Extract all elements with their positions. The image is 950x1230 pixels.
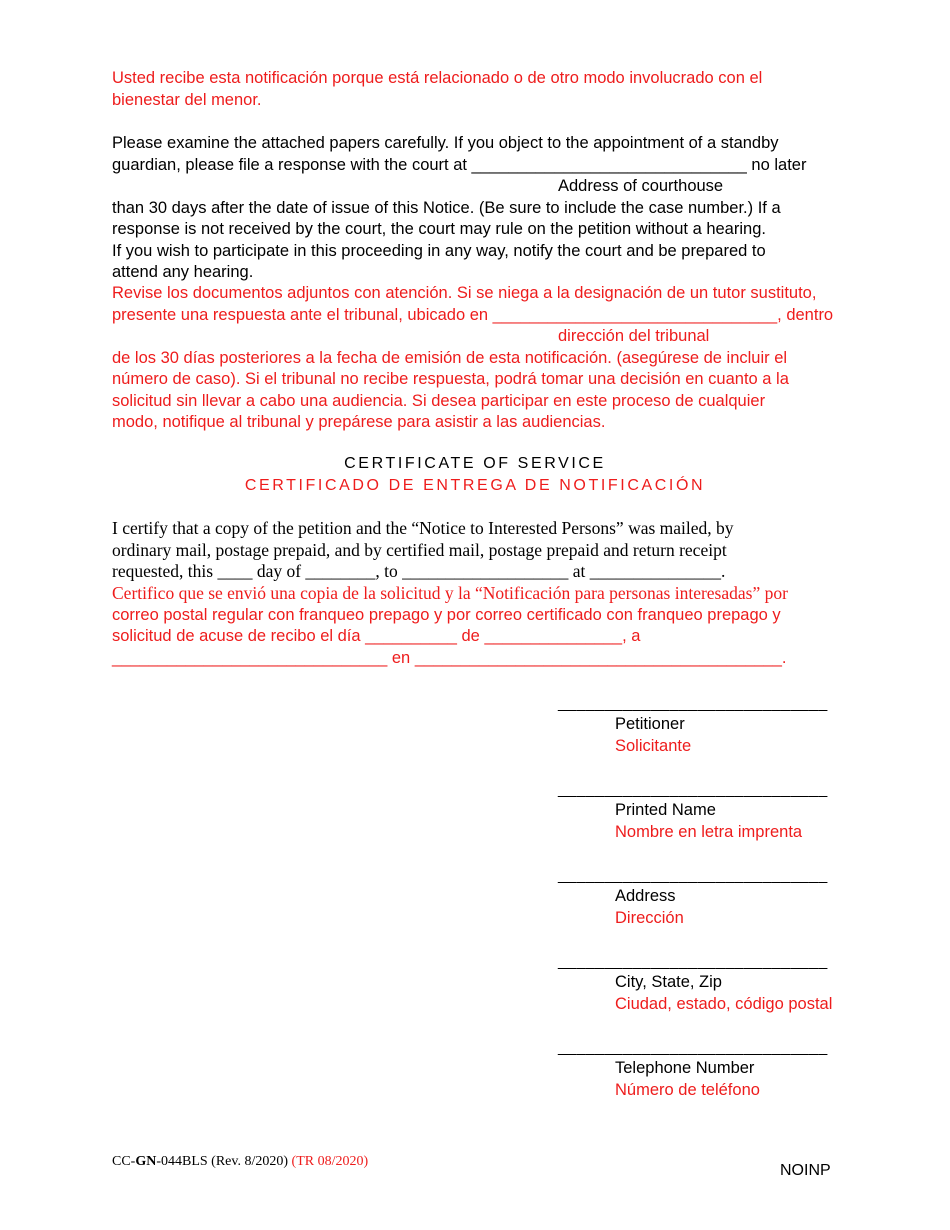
certificate-title-spanish: CERTIFICADO DE ENTREGA DE NOTIFICACIÓN <box>244 477 706 494</box>
certificate-line: ordinary mail, postage prepaid, and by certified mail, postage prepaid and return receipt <box>112 539 727 560</box>
signature-block-address <box>558 866 848 929</box>
notice-line: Please examine the attached papers carefully. If you object to the appointment of a standby <box>112 134 779 152</box>
intro-spanish <box>112 68 852 111</box>
courthouse-address-label: Address of courthouse <box>558 177 724 195</box>
form-number-prefix: CC- <box>112 1154 136 1169</box>
signature-block-city-state-zip <box>558 952 848 1015</box>
signature-label: Printed Name <box>615 801 716 819</box>
notice-line: de los 30 días posteriores a la fecha de emisión de esta notificación. (asegúrese de incluir el <box>112 348 788 367</box>
certificate-line: correo postal regular con franqueo prepago y por correo certificado con franqueo prepago y <box>112 605 781 624</box>
notice-line: presente una respuesta ante el tribunal, ubicado en _______________________________, dentro <box>112 305 834 324</box>
notice-english <box>112 133 852 284</box>
signature-label: Address <box>615 887 676 905</box>
signature-line: _____________________________ <box>558 781 828 798</box>
notice-line: modo, notifique al tribunal y prepárese para asistir a las audiencias. <box>112 413 606 431</box>
notice-line: attend any hearing. <box>112 263 254 281</box>
certificate-line: requested, this ____ day of ________, to ___________________ at _______________. <box>112 561 726 581</box>
notice-line: solicitud sin llevar a cabo una audiencia. Si desea participar en este proceso de cualquier <box>112 391 766 410</box>
notice-line: than 30 days after the date of issue of this Notice. (Be sure to include the case number.) If a <box>112 198 781 217</box>
tribunal-address-label: dirección del tribunal <box>558 327 710 345</box>
certificate-body-english <box>112 518 852 583</box>
signature-label: City, State, Zip <box>615 973 722 991</box>
intro-line: Usted recibe esta notificación porque está relacionado o de otro modo involucrado con el <box>112 69 763 87</box>
certificate-line: ______________________________ en ________________________________________. <box>112 648 787 667</box>
notice-line: If you wish to participate in this proceeding in any way, notify the court and be prepared to <box>112 241 766 260</box>
signature-line: _____________________________ <box>558 867 828 884</box>
notice-line: Revise los documentos adjuntos con atención. Si se niega a la designación de un tutor sustituto, <box>112 284 817 302</box>
notice-line: response is not received by the court, the court may rule on the petition without a hearing. <box>112 220 766 238</box>
signature-label-spanish: Nombre en letra imprenta <box>615 822 803 841</box>
signature-block-printed-name <box>558 780 848 843</box>
certificate-line: I certify that a copy of the petition and the “Notice to Interested Persons” was mailed, by <box>112 518 734 538</box>
notice-line: número de caso). Si el tribunal no recibe respuesta, podrá tomar una decisión en cuanto a la <box>112 370 789 388</box>
translation-revision: (TR 08/2020) <box>291 1154 369 1169</box>
signature-line: _____________________________ <box>558 695 828 712</box>
signature-label: Telephone Number <box>615 1059 755 1077</box>
signature-line: _____________________________ <box>558 953 828 970</box>
notice-line: guardian, please file a response with the court at ______________________________ no later <box>112 155 807 174</box>
form-number-code: -044BLS (Rev. 8/2020) <box>156 1154 289 1169</box>
signature-line: _____________________________ <box>558 1039 828 1056</box>
form-number-bold: GN <box>135 1154 157 1169</box>
certificate-line: solicitud de acuse de recibo el día __________ de _______________, a <box>112 627 641 645</box>
certificate-line: Certifico que se envió una copia de la solicitud y la “Notificación para personas interesadas” por <box>112 583 788 603</box>
signature-label-spanish: Ciudad, estado, código postal <box>615 994 833 1013</box>
form-code: NOINP <box>780 1162 831 1179</box>
signature-label-spanish: Solicitante <box>615 736 692 755</box>
signature-label-spanish: Número de teléfono <box>615 1080 760 1099</box>
certificate-body-spanish <box>112 583 852 669</box>
intro-line: bienestar del menor. <box>112 90 262 109</box>
signature-block-petitioner <box>558 694 848 757</box>
signature-label-spanish: Dirección <box>615 908 684 927</box>
form-footer <box>112 1154 368 1170</box>
signature-label: Petitioner <box>615 715 685 733</box>
notice-spanish <box>112 283 852 434</box>
certificate-title: CERTIFICATE OF SERVICE <box>344 455 606 472</box>
signature-block-telephone <box>558 1038 848 1101</box>
